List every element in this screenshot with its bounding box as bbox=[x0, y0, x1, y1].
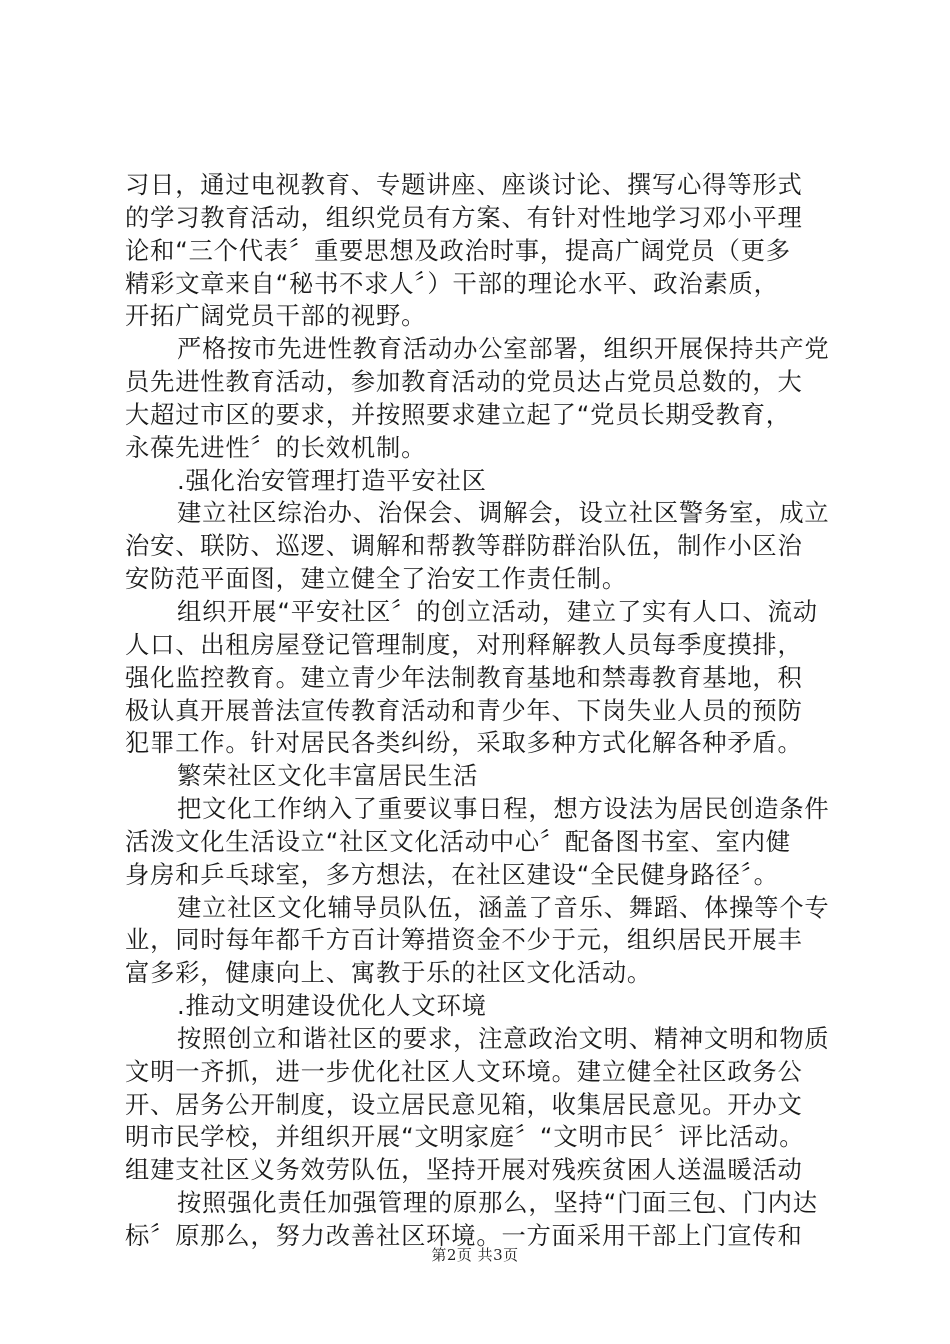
text-line: 把文化工作纳入了重要议事日程，想方设法为居民创造条件 bbox=[177, 794, 830, 824]
text-line: 精彩文章来自“秘书不求人〞）干部的理论水平、政治素质， bbox=[125, 268, 779, 298]
text-line: 人口、出租房屋登记管理制度，对刑释解教人员每季度摸排， bbox=[125, 629, 803, 659]
text-line: 论和“三个代表〞重要思想及政治时事，提高广阔党员（更多 bbox=[125, 235, 791, 265]
text-line: 的学习教育活动，组织党员有方案、有针对性地学习邓小平理 bbox=[125, 202, 803, 232]
text-line: 严格按市先进性教育活动办公室部署，组织开展保持共产党 bbox=[177, 334, 830, 364]
text-line: 犯罪工作。针对居民各类纠纷，采取多种方式化解各种矛盾。 bbox=[125, 728, 803, 758]
text-line: 治安、联防、巡逻、调解和帮教等群防群治队伍，制作小区治 bbox=[125, 531, 803, 561]
text-line: 繁荣社区文化丰富居民生活 bbox=[177, 761, 479, 791]
text-line: 大超过市区的要求，并按照要求建立起了“党员长期受教育， bbox=[125, 399, 791, 429]
text-line: 身房和乒乓球室，多方想法，在社区建设“全民健身路径〞。 bbox=[125, 859, 779, 889]
text-line: .推动文明建设优化人文环境 bbox=[177, 991, 487, 1021]
text-line: 极认真开展普法宣传教育活动和青少年、下岗失业人员的预防 bbox=[125, 695, 803, 725]
text-line: 建立社区综治办、治保会、调解会，设立社区警务室，成立 bbox=[177, 498, 830, 528]
text-line: 强化监控教育。建立青少年法制教育基地和禁毒教育基地，积 bbox=[125, 662, 803, 692]
text-line: 习日，通过电视教育、专题讲座、座谈讨论、撰写心得等形式 bbox=[125, 170, 803, 199]
text-line: 标〞原那么，努力改善社区环境。一方面采用干部上门宣传和 bbox=[125, 1221, 803, 1250]
text-line: 组织开展“平安社区〞的创立活动，建立了实有人口、流动 bbox=[177, 596, 818, 626]
text-line: 安防范平面图，建立健全了治安工作责任制。 bbox=[125, 564, 627, 594]
document-body bbox=[125, 169, 845, 1253]
text-line: 富多彩，健康向上、寓教于乐的社区文化活动。 bbox=[125, 958, 653, 988]
text-line: 活泼文化生活设立“社区文化活动中心〞配备图书室、室内健 bbox=[125, 826, 791, 856]
text-line: 开拓广阔党员干部的视野。 bbox=[125, 301, 427, 331]
text-line: 永葆先进性〞的长效机制。 bbox=[125, 432, 427, 462]
text-line: 建立社区文化辅导员队伍，涵盖了音乐、舞蹈、体操等个专 bbox=[177, 892, 830, 922]
text-line: 按照创立和谐社区的要求，注意政治文明、精神文明和物质 bbox=[177, 1023, 830, 1053]
text-line: 明市民学校，并组织开展“文明家庭〞“文明市民〞评比活动。 bbox=[125, 1122, 805, 1152]
text-line: 员先进性教育活动，参加教育活动的党员达占党员总数的，大 bbox=[125, 367, 803, 397]
page-footer: 第2页 共3页 bbox=[431, 1246, 519, 1264]
text-line: 按照强化责任加强管理的原那么，坚持“门面三包、门内达 bbox=[177, 1188, 818, 1218]
text-line: 组建支社区义务效劳队伍，坚持开展对残疾贫困人送温暖活动 bbox=[125, 1155, 803, 1185]
text-line: 业，同时每年都千方百计筹措资金不少于元，组织居民开展丰 bbox=[125, 925, 803, 955]
text-line: .强化治安管理打造平安社区 bbox=[177, 465, 487, 495]
text-line: 文明一齐抓，进一步优化社区人文环境。建立健全社区政务公 bbox=[125, 1056, 803, 1086]
text-line: 开、居务公开制度，设立居民意见箱，收集居民意见。开办文 bbox=[125, 1089, 803, 1119]
